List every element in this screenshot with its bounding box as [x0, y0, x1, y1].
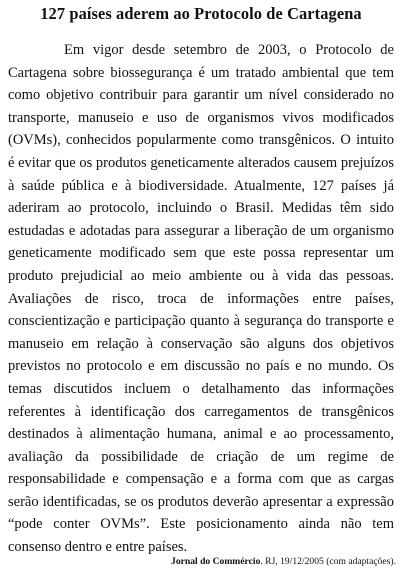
source-details: . RJ, 19/12/2005 (com adaptações).	[260, 556, 396, 567]
article-title: 127 países aderem ao Protocolo de Cartagena	[40, 4, 362, 23]
article-body: Em vigor desde setembro de 2003, o Protocolo de Cartagena sobre biossegurança é um tratado ambiental que tem como objetivo contribuir para garantir um nível considerado no transporte, manuseio e uso de organismos vivos modificados (OVMs), conhecidos popularmente como transgênicos. O intuito é evitar que os produtos geneticamente alterados causem prejuízos à saúde pública e à biodiversidade. Atualmente, 127 países já aderiram ao protocolo, incluindo o Brasil. Medidas têm sido estudadas e adotadas para assegurar a liberação de um organismo geneticamente modificado sem que este possa representar um produto prejudicial ao meio ambiente ou à vida das pessoas. Avaliações de risco, troca de informações entre países, conscientização e participação quanto à segurança do transporte e manuseio em relação à conservação são alguns dos objetivos previstos no protocolo e em discussão no país e no mundo. Os temas discutidos incluem o detalhamento das informações referentes à identificação dos carregamentos de transgênicos destinados à alimentação humana, animal e ao processamento, avaliação da possibilidade de criação de um regime de responsabilidade e compensação e a forma com que as cargas serão identificadas, se os produtos deverão apresentar a expressão “pode conter OVMs”. Este posicionamento ainda não tem consenso dentro e entre países.	[8, 42, 394, 556]
article	[8, 4, 394, 573]
source-name: Jornal do Commércio	[171, 556, 261, 567]
source-citation	[171, 556, 396, 567]
